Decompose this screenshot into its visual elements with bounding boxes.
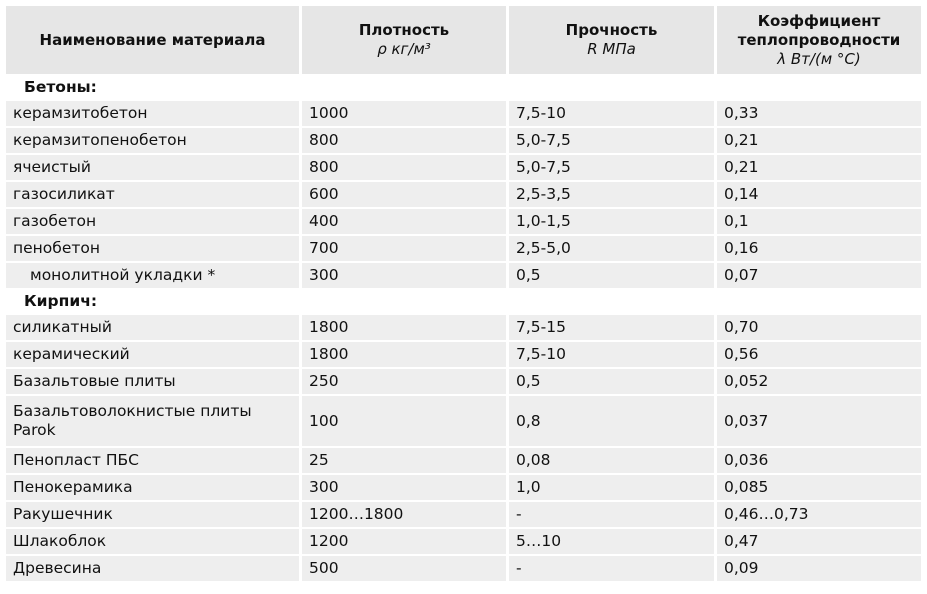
header-conductivity-unit: λ Вт/(м °С) (777, 49, 861, 68)
cell-name: Пенокерамика (6, 475, 299, 500)
cell-density: 100 (302, 396, 506, 446)
cell-name: монолитной укладки * (6, 263, 299, 288)
table-row (6, 209, 921, 234)
cell-conductivity: 0,085 (717, 475, 921, 500)
cell-strength: - (509, 556, 714, 581)
table-row (6, 236, 921, 261)
cell-density: 300 (302, 475, 506, 500)
cell-name: Базальтоволокнистые плиты Parok (6, 396, 299, 446)
cell-name: Базальтовые плиты (6, 369, 299, 394)
cell-density: 300 (302, 263, 506, 288)
cell-strength: 2,5-3,5 (509, 182, 714, 207)
table-row (6, 396, 921, 446)
cell-density: 800 (302, 155, 506, 180)
cell-density: 500 (302, 556, 506, 581)
header-strength-label: Прочность (565, 21, 658, 39)
cell-strength: 2,5-5,0 (509, 236, 714, 261)
cell-density: 600 (302, 182, 506, 207)
cell-conductivity: 0,70 (717, 315, 921, 340)
header-conductivity-label: Коэффициент теплопроводности (737, 11, 901, 49)
cell-strength: 7,5-10 (509, 101, 714, 126)
cell-strength: 5…10 (509, 529, 714, 554)
cell-strength: 0,08 (509, 448, 714, 473)
cell-conductivity: 0,052 (717, 369, 921, 394)
cell-name: газосиликат (6, 182, 299, 207)
table-row (6, 369, 921, 394)
table-row (6, 263, 921, 288)
header-density-unit: ρ кг/м³ (377, 40, 431, 58)
table-row (6, 502, 921, 527)
group-header-row (6, 290, 921, 313)
header-strength (509, 6, 714, 74)
table-row (6, 556, 921, 581)
table-row (6, 182, 921, 207)
cell-name: пенобетон (6, 236, 299, 261)
cell-strength: 5,0-7,5 (509, 128, 714, 153)
cell-strength: 0,5 (509, 263, 714, 288)
cell-name: газобетон (6, 209, 299, 234)
cell-density: 1800 (302, 342, 506, 367)
group-label: Бетоны: (6, 76, 299, 99)
group-blank-cell (717, 290, 921, 313)
cell-name: Пенопласт ПБС (6, 448, 299, 473)
cell-density: 1000 (302, 101, 506, 126)
cell-conductivity: 0,46…0,73 (717, 502, 921, 527)
materials-table-container (6, 6, 918, 583)
group-blank-cell (509, 76, 714, 99)
cell-density: 250 (302, 369, 506, 394)
cell-name: силикатный (6, 315, 299, 340)
cell-name: Древесина (6, 556, 299, 581)
cell-name: Шлакоблок (6, 529, 299, 554)
cell-strength: 5,0-7,5 (509, 155, 714, 180)
table-body (6, 76, 921, 581)
cell-conductivity: 0,21 (717, 128, 921, 153)
cell-density: 700 (302, 236, 506, 261)
table-row (6, 128, 921, 153)
cell-strength: 7,5-15 (509, 315, 714, 340)
cell-conductivity: 0,16 (717, 236, 921, 261)
cell-conductivity: 0,47 (717, 529, 921, 554)
table-row (6, 448, 921, 473)
cell-density: 1800 (302, 315, 506, 340)
cell-density: 1200 (302, 529, 506, 554)
cell-density: 1200…1800 (302, 502, 506, 527)
cell-conductivity: 0,33 (717, 101, 921, 126)
cell-strength: - (509, 502, 714, 527)
cell-density: 25 (302, 448, 506, 473)
table-row (6, 101, 921, 126)
group-blank-cell (302, 290, 506, 313)
cell-conductivity: 0,21 (717, 155, 921, 180)
cell-strength: 0,5 (509, 369, 714, 394)
header-strength-unit: R МПа (587, 40, 636, 58)
header-row (6, 6, 921, 74)
cell-conductivity: 0,1 (717, 209, 921, 234)
table-row (6, 529, 921, 554)
table-row (6, 155, 921, 180)
materials-table (3, 4, 924, 583)
table-row (6, 315, 921, 340)
cell-conductivity: 0,14 (717, 182, 921, 207)
cell-density: 800 (302, 128, 506, 153)
group-blank-cell (717, 76, 921, 99)
cell-name: керамический (6, 342, 299, 367)
cell-conductivity: 0,037 (717, 396, 921, 446)
header-density-label: Плотность (358, 21, 450, 39)
cell-conductivity: 0,09 (717, 556, 921, 581)
table-row (6, 342, 921, 367)
group-header-row (6, 76, 921, 99)
cell-density: 400 (302, 209, 506, 234)
cell-name: керамзитопенобетон (6, 128, 299, 153)
header-density (302, 6, 506, 74)
group-label: Кирпич: (6, 290, 299, 313)
cell-strength: 0,8 (509, 396, 714, 446)
cell-strength: 7,5-10 (509, 342, 714, 367)
cell-strength: 1,0 (509, 475, 714, 500)
cell-conductivity: 0,07 (717, 263, 921, 288)
group-blank-cell (302, 76, 506, 99)
cell-conductivity: 0,036 (717, 448, 921, 473)
group-blank-cell (509, 290, 714, 313)
header-material-name: Наименование материала (6, 6, 299, 74)
cell-name: керамзитобетон (6, 101, 299, 126)
table-row (6, 475, 921, 500)
cell-name: Ракушечник (6, 502, 299, 527)
header-conductivity (717, 6, 921, 74)
cell-strength: 1,0-1,5 (509, 209, 714, 234)
cell-name: ячеистый (6, 155, 299, 180)
table-header (6, 6, 921, 74)
cell-conductivity: 0,56 (717, 342, 921, 367)
